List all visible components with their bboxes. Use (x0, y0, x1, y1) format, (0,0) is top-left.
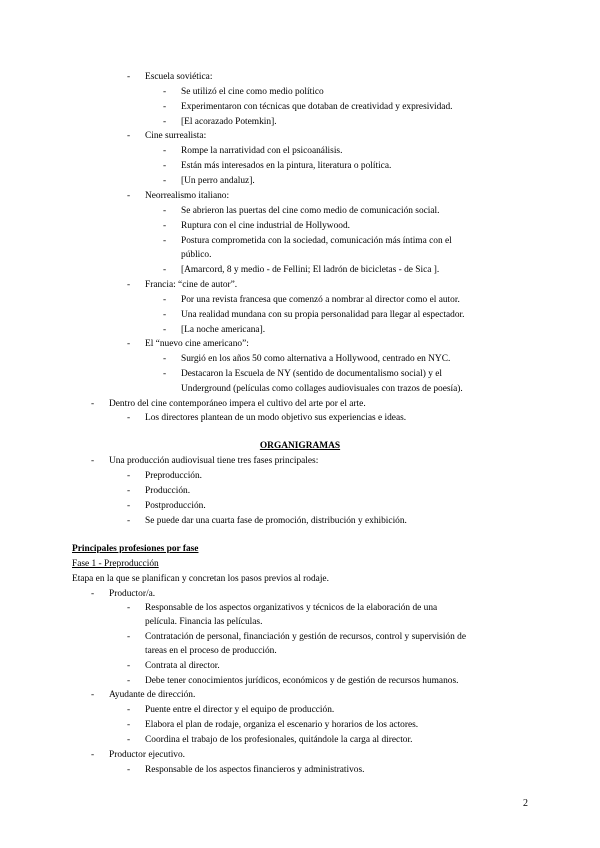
bullet-dash: - (127, 632, 131, 642)
new-american-cinema-heading: El “nuevo cine americano”: (145, 339, 249, 349)
bullet-dash: - (127, 676, 131, 686)
bullet-dash: - (163, 102, 167, 112)
list-item-continuation: Underground (películas como collages audiovisuales con trazos de poesía). (181, 384, 463, 394)
bullet-dash: - (127, 72, 131, 82)
list-item: Contrata al director. (145, 661, 220, 671)
list-item: Una realidad mundana con su propia personalidad para llegar al espectador. (181, 310, 465, 320)
list-item: Postura comprometida con la sociedad, comunicación más íntima con el (181, 236, 452, 246)
bullet-dash: - (163, 176, 167, 186)
surrealist-cinema-heading: Cine surrealista: (145, 131, 207, 141)
bullet-dash: - (163, 354, 167, 364)
bullet-dash: - (127, 661, 131, 671)
list-item: [El acorazado Potemkin]. (181, 117, 277, 127)
bullet-dash: - (163, 310, 167, 320)
list-item-continuation: tareas en el proceso de producción. (145, 646, 277, 656)
executive-producer-heading: Productor ejecutivo. (109, 750, 186, 760)
bullet-dash: - (163, 87, 167, 97)
list-item: Ruptura con el cine industrial de Hollywood. (181, 221, 350, 231)
bullet-dash: - (127, 603, 131, 613)
list-item: Producción. (145, 486, 191, 496)
list-item: Responsable de los aspectos financieros y administrativos. (145, 765, 365, 775)
organigramas-heading: ORGANIGRAMAS (259, 441, 341, 451)
bullet-dash: - (127, 765, 131, 775)
bullet-dash: - (127, 501, 131, 511)
bullet-dash: - (163, 206, 167, 216)
list-item: Rompe la narratividad con el psicoanálisis. (181, 146, 343, 156)
bullet-dash: - (163, 325, 167, 335)
list-item: Preproducción. (145, 471, 203, 481)
list-item: Responsable de los aspectos organizativos y técnicos de la elaboración de una (145, 603, 438, 613)
bullet-dash: - (127, 735, 131, 745)
bullet-dash: - (127, 486, 131, 496)
list-item: [Un perro andaluz]. (181, 176, 255, 186)
bullet-dash: - (163, 265, 167, 275)
list-item: Elabora el plan de rodaje, organiza el escenario y horarios de los actores. (145, 720, 419, 730)
list-item-continuation: público. (181, 250, 212, 260)
bullet-dash: - (127, 720, 131, 730)
list-item: Destacaron la Escuela de NY (sentido de documentalismo social) y el (181, 369, 443, 379)
bullet-dash: - (127, 339, 131, 349)
bullet-dash: - (163, 117, 167, 127)
list-item: [Amarcord, 8 y medio - de Fellini; El ladrón de bicicletas - de Sica ]. (181, 265, 440, 275)
professions-heading: Principales profesiones por fase (72, 544, 199, 554)
contemporary-cinema-item: Dentro del cine contemporáneo impera el cultivo del arte por el arte. (109, 399, 366, 409)
bullet-dash: - (127, 131, 131, 141)
list-item: Experimentaron con técnicas que dotaban de creatividad y expresividad. (181, 102, 453, 112)
bullet-dash: - (127, 413, 131, 423)
bullet-dash: - (163, 146, 167, 156)
bullet-dash: - (163, 161, 167, 171)
bullet-dash: - (163, 221, 167, 231)
bullet-dash: - (163, 295, 167, 305)
soviet-school-heading: Escuela soviética: (145, 72, 213, 82)
bullet-dash: - (127, 705, 131, 715)
bullet-dash: - (91, 750, 95, 760)
bullet-dash: - (163, 236, 167, 246)
phases-intro: Una producción audiovisual tiene tres fases principales: (109, 456, 319, 466)
list-item: Surgió en los años 50 como alternativa a Hollywood, centrado en NYC. (181, 354, 451, 364)
list-item: Debe tener conocimientos jurídicos, económicos y de gestión de recursos humanos. (145, 676, 459, 686)
phase-1-description: Etapa en la que se planifican y concretan los pasos previos al rodaje. (72, 574, 329, 584)
list-item: Postproducción. (145, 501, 206, 511)
list-item: Puente entre el director y el equipo de producción. (145, 705, 335, 715)
list-item: Coordina el trabajo de los profesionales, quitándole la carga al director. (145, 735, 413, 745)
italian-neorealism-heading: Neorrealismo italiano: (145, 191, 230, 201)
producer-heading: Productor/a. (109, 589, 156, 599)
bullet-dash: - (91, 399, 95, 409)
bullet-dash: - (127, 280, 131, 290)
bullet-dash: - (91, 456, 95, 466)
list-item: Se utilizó el cine como medio político (181, 87, 324, 97)
bullet-dash: - (91, 589, 95, 599)
list-item-continuation: película. Financia las películas. (145, 617, 263, 627)
list-item: Por una revista francesa que comenzó a nombrar al director como el autor. (181, 295, 460, 305)
list-item: Se abrieron las puertas del cine como medio de comunicación social. (181, 206, 440, 216)
bullet-dash: - (91, 690, 95, 700)
france-heading: Francia: “cine de autor”. (145, 280, 238, 290)
list-item: Los directores plantean de un modo objetivo sus experiencias e ideas. (145, 413, 407, 423)
bullet-dash: - (163, 369, 167, 379)
bullet-dash: - (127, 471, 131, 481)
phase-1-subheading: Fase 1 - Preproducción (72, 559, 159, 569)
assistant-director-heading: Ayudante de dirección. (109, 690, 196, 700)
bullet-dash: - (127, 191, 131, 201)
list-item: Están más interesados en la pintura, literatura o política. (181, 161, 392, 171)
list-item: Contratación de personal, financiación y gestión de recursos, control y supervisión de (145, 632, 467, 642)
page-number: 2 (523, 798, 528, 809)
bullet-dash: - (127, 516, 131, 526)
list-item: [La noche americana]. (181, 325, 266, 335)
list-item: Se puede dar una cuarta fase de promoción, distribución y exhibición. (145, 516, 407, 526)
